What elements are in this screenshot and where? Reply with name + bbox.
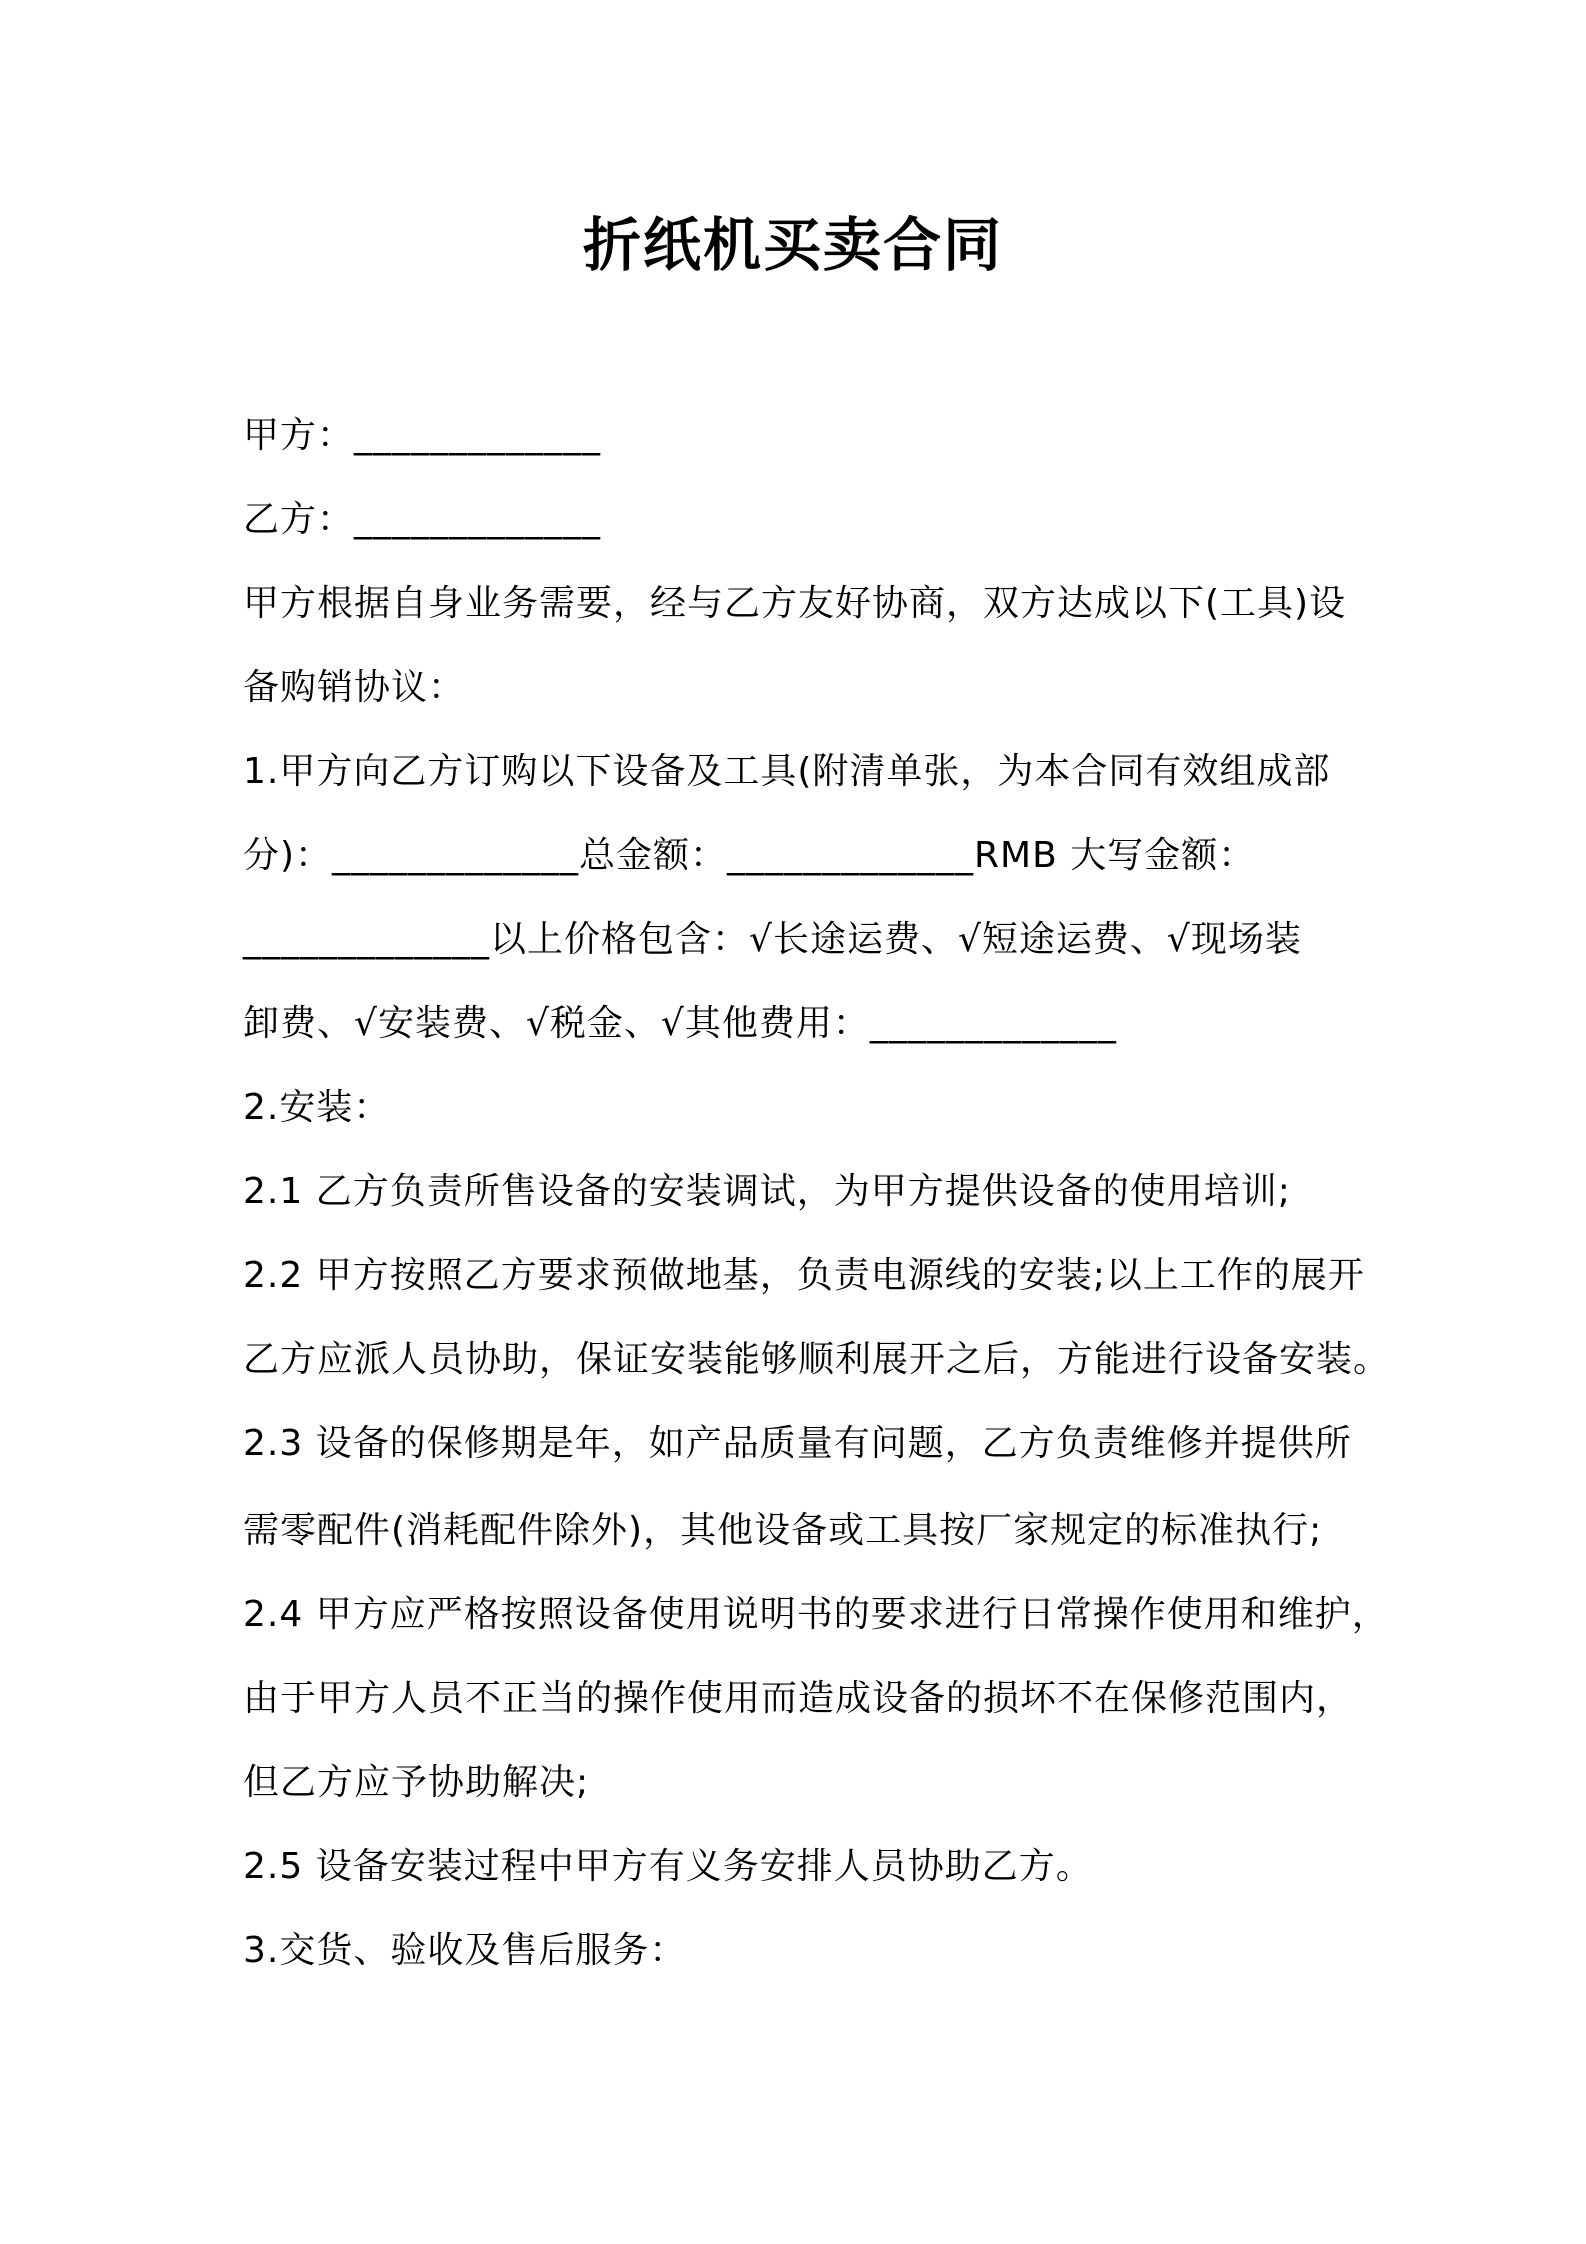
clause-2-4-line: 2.4 甲方应严格按照设备使用说明书的要求进行日常操作使用和维护， (243, 1594, 1389, 1635)
section-2-heading: 2.安装： (243, 1087, 391, 1128)
document-title: 折纸机买卖合同 (582, 211, 1003, 279)
clause-1-line: _____________以上价格包含：√长途运费、√短途运费、√现场装 (243, 919, 1302, 960)
party-b-line: 乙方：_____________ (243, 499, 602, 540)
clause-2-3-line: 2.3 设备的保修期是年，如产品质量有问题，乙方负责维修并提供所 (243, 1423, 1352, 1464)
intro-paragraph-line: 备购销协议： (243, 667, 466, 708)
intro-paragraph-line: 甲方根据自身业务需要，经与乙方友好协商，双方达成以下(工具)设 (243, 583, 1347, 624)
clause-2-2-line: 2.2 甲方按照乙方要求预做地基，负责电源线的安装;以上工作的展开 (243, 1255, 1365, 1296)
clause-2-4-line: 但乙方应予协助解决; (243, 1762, 590, 1803)
clause-2-4-line: 由于甲方人员不正当的操作使用而造成设备的损坏不在保修范围内， (243, 1678, 1354, 1719)
clause-1-line: 1.甲方向乙方订购以下设备及工具(附清单张，为本合同有效组成部 (243, 751, 1331, 792)
clause-1-line: 卸费、√安装费、√税金、√其他费用：_____________ (243, 1003, 1117, 1044)
clause-2-2-line: 乙方应派人员协助，保证安装能够顺利展开之后，方能进行设备安装。 (243, 1339, 1391, 1380)
section-3-heading: 3.交货、验收及售后服务： (243, 1930, 687, 1971)
clause-2-1-line: 2.1 乙方负责所售设备的安装调试，为甲方提供设备的使用培训; (243, 1171, 1291, 1212)
clause-1-line: 分)：_____________总金额：_____________RMB 大写金额： (243, 835, 1256, 876)
clause-2-3-line: 需零配件(消耗配件除外)，其他设备或工具按厂家规定的标准执行; (243, 1510, 1323, 1551)
clause-2-5-line: 2.5 设备安装过程中甲方有义务安排人员协助乙方。 (243, 1846, 1093, 1887)
party-a-line: 甲方：_____________ (243, 415, 602, 456)
